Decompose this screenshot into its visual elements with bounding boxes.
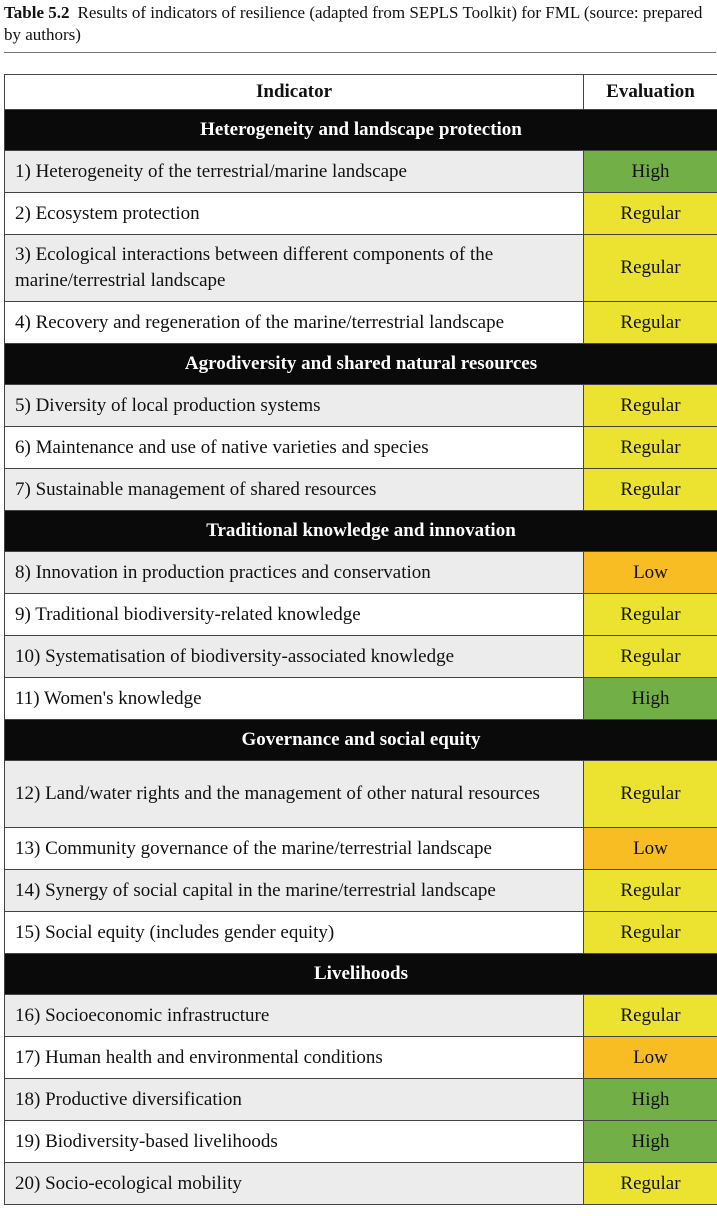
- table-row: [5, 761, 717, 828]
- section-title: Agrodiversity and shared natural resources: [5, 344, 717, 385]
- table-row: [5, 1079, 717, 1121]
- evaluation-cell: Regular: [584, 302, 717, 344]
- indicator-cell: 14) Synergy of social capital in the marine/terrestrial landscape: [5, 870, 584, 912]
- table-body: [5, 110, 717, 1205]
- table-row: [5, 427, 717, 469]
- table-row: [5, 678, 717, 720]
- evaluation-cell: High: [584, 1121, 717, 1163]
- indicator-cell: 12) Land/water rights and the management of other natural resources: [5, 761, 584, 828]
- indicator-cell: 6) Maintenance and use of native varieties and species: [5, 427, 584, 469]
- section-title: Heterogeneity and landscape protection: [5, 110, 717, 151]
- evaluation-cell: Regular: [584, 235, 717, 302]
- evaluation-cell: Regular: [584, 469, 717, 511]
- evaluation-cell: Regular: [584, 995, 717, 1037]
- section-title: Livelihoods: [5, 954, 717, 995]
- indicator-cell: 13) Community governance of the marine/terrestrial landscape: [5, 828, 584, 870]
- table-row: [5, 870, 717, 912]
- evaluation-cell: Regular: [584, 1163, 717, 1205]
- section-title: Traditional knowledge and innovation: [5, 511, 717, 552]
- table-row: [5, 912, 717, 954]
- section-header-row: [5, 344, 717, 385]
- indicator-cell: 5) Diversity of local production systems: [5, 385, 584, 427]
- evaluation-cell: High: [584, 678, 717, 720]
- table-row: [5, 151, 717, 193]
- evaluation-cell: High: [584, 151, 717, 193]
- indicator-cell: 17) Human health and environmental conditions: [5, 1037, 584, 1079]
- indicator-cell: 8) Innovation in production practices and conservation: [5, 552, 584, 594]
- evaluation-cell: Regular: [584, 594, 717, 636]
- table-row: [5, 995, 717, 1037]
- table-row: [5, 385, 717, 427]
- evaluation-cell: Regular: [584, 636, 717, 678]
- table-caption-text: Results of indicators of resilience (adapted from SEPLS Toolkit) for FML (source: prepared by authors): [4, 3, 703, 44]
- indicator-cell: 10) Systematisation of biodiversity-associated knowledge: [5, 636, 584, 678]
- indicator-cell: 3) Ecological interactions between different components of the marine/terrestrial landscape: [5, 235, 584, 302]
- indicator-cell: 20) Socio-ecological mobility: [5, 1163, 584, 1205]
- indicator-cell: 15) Social equity (includes gender equity): [5, 912, 584, 954]
- header-indicator: Indicator: [5, 75, 584, 110]
- table-row: [5, 828, 717, 870]
- evaluation-cell: Low: [584, 552, 717, 594]
- indicator-cell: 7) Sustainable management of shared resources: [5, 469, 584, 511]
- section-title: Governance and social equity: [5, 720, 717, 761]
- indicator-cell: 4) Recovery and regeneration of the marine/terrestrial landscape: [5, 302, 584, 344]
- table-row: [5, 1037, 717, 1079]
- section-header-row: [5, 110, 717, 151]
- table-row: [5, 302, 717, 344]
- table-row: [5, 636, 717, 678]
- indicator-cell: 11) Women's knowledge: [5, 678, 584, 720]
- indicator-cell: 18) Productive diversification: [5, 1079, 584, 1121]
- evaluation-cell: Low: [584, 828, 717, 870]
- table-label: Table 5.2: [4, 3, 70, 22]
- table-row: [5, 1121, 717, 1163]
- indicator-cell: 16) Socioeconomic infrastructure: [5, 995, 584, 1037]
- indicator-cell: 1) Heterogeneity of the terrestrial/marine landscape: [5, 151, 584, 193]
- section-header-row: [5, 720, 717, 761]
- table-row: [5, 552, 717, 594]
- evaluation-cell: Low: [584, 1037, 717, 1079]
- section-header-row: [5, 511, 717, 552]
- resilience-indicators-table: [4, 74, 717, 1205]
- evaluation-cell: Regular: [584, 385, 717, 427]
- evaluation-cell: Regular: [584, 870, 717, 912]
- table-caption: [4, 2, 716, 46]
- evaluation-cell: Regular: [584, 912, 717, 954]
- header-evaluation: Evaluation: [584, 75, 717, 110]
- indicator-cell: 2) Ecosystem protection: [5, 193, 584, 235]
- indicator-cell: 19) Biodiversity-based livelihoods: [5, 1121, 584, 1163]
- section-header-row: [5, 954, 717, 995]
- indicator-cell: 9) Traditional biodiversity-related knowledge: [5, 594, 584, 636]
- evaluation-cell: Regular: [584, 761, 717, 828]
- table-header-row: [5, 75, 717, 110]
- caption-divider: [4, 52, 716, 53]
- table-row: [5, 469, 717, 511]
- evaluation-cell: Regular: [584, 427, 717, 469]
- table-row: [5, 193, 717, 235]
- table-row: [5, 1163, 717, 1205]
- table-row: [5, 235, 717, 302]
- evaluation-cell: High: [584, 1079, 717, 1121]
- table-row: [5, 594, 717, 636]
- evaluation-cell: Regular: [584, 193, 717, 235]
